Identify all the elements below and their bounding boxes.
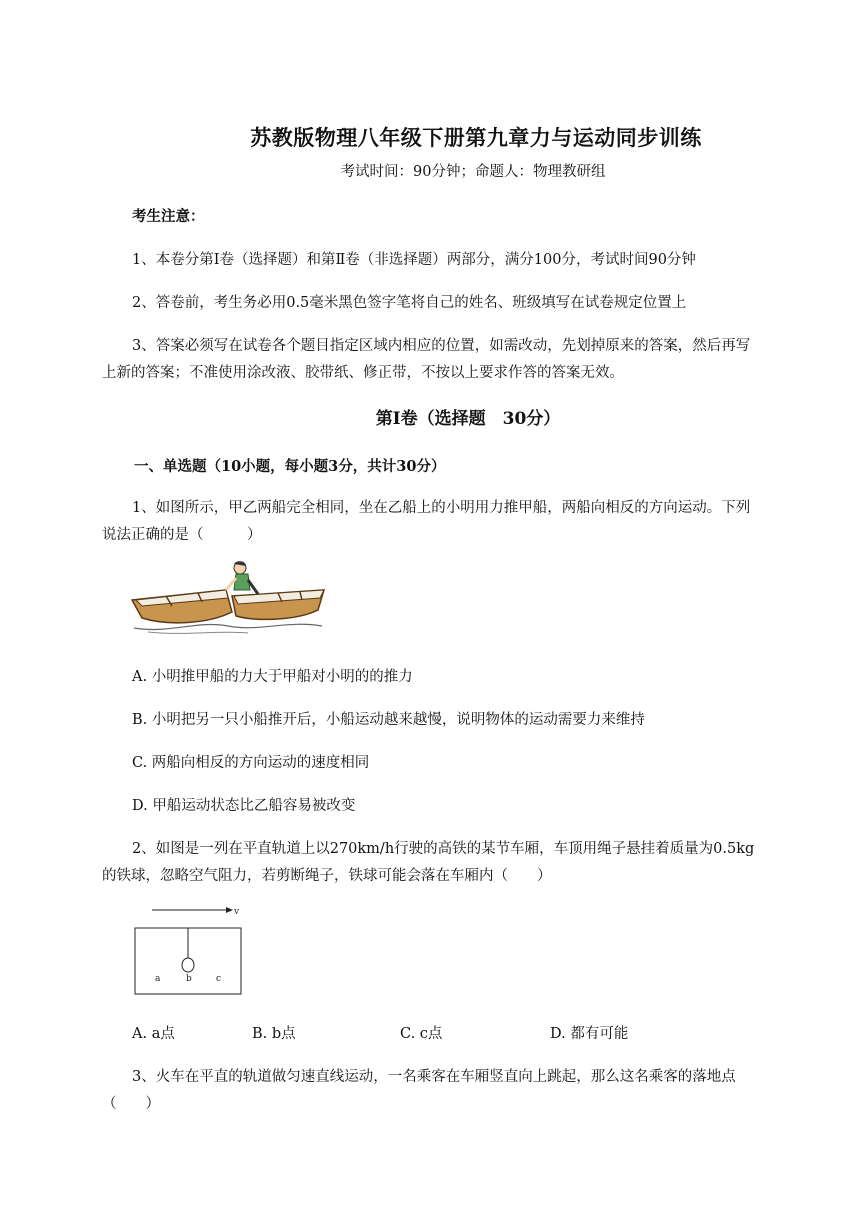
q2-option-b: B. b点: [252, 1026, 296, 1042]
notice-item-1: 1、本卷分第Ⅰ卷（选择题）和第Ⅱ卷（非选择题）两部分，满分100分，考试时间90分钟: [132, 252, 696, 268]
section-title: 第Ⅰ卷（选择题 30分）: [375, 409, 561, 429]
part-heading: 一、单选题（10小题，每小题3分，共计30分）: [134, 458, 446, 475]
q1-stem-line2: 说法正确的是（ ）: [102, 527, 262, 543]
q3-stem-line2: （ ）: [102, 1096, 160, 1112]
q2-stem-line2: 的铁球，忽略空气阻力，若剪断绳子，铁球可能会落在车厢内（ ）: [102, 868, 552, 884]
point-a-label: a: [155, 974, 161, 984]
train-carriage-diagram: [130, 900, 246, 1000]
q2-option-d: D. 都有可能: [550, 1026, 629, 1042]
boats-illustration: [128, 560, 328, 638]
q1-stem-line1: 1、如图所示，甲乙两船完全相同，坐在乙船上的小明用力推甲船，两船向相反的方向运动。下列: [132, 500, 751, 516]
exam-info: 考试时间：90分钟；命题人：物理教研组: [340, 164, 606, 180]
q2-stem-line1: 2、如图是一列在平直轨道上以270km/h行驶的高铁的某节车厢，车顶用绳子悬挂着质量为0.5kg: [132, 841, 755, 857]
iron-ball: [182, 958, 194, 972]
notice-item-3: 3、答案必须写在试卷各个题目指定区域内相应的位置，如需改动，先划掉原来的答案，然后再写: [132, 338, 751, 354]
q1-option-b: B. 小明把另一只小船推开后，小船运动越来越慢，说明物体的运动需要力来维持: [132, 712, 645, 728]
q2-option-c: C. c点: [400, 1026, 443, 1042]
notice-heading: 考生注意：: [132, 208, 205, 225]
notice-item-3-cont: 上新的答案；不准使用涂改液、胶带纸、修正带，不按以上要求作答的答案无效。: [102, 365, 624, 381]
q1-option-a: A. 小明推甲船的力大于甲船对小明的的推力: [132, 669, 413, 685]
q1-option-c: C. 两船向相反的方向运动的速度相同: [132, 755, 370, 771]
velocity-label: v: [234, 907, 240, 917]
notice-item-2: 2、答卷前，考生务必用0.5毫米黑色签字笔将自己的姓名、班级填写在试卷规定位置上: [132, 295, 687, 311]
page-title: 苏教版物理八年级下册第九章力与运动同步训练: [250, 125, 702, 150]
point-b-label: b: [186, 974, 192, 984]
q3-stem-line1: 3、火车在平直的轨道做匀速直线运动，一名乘客在车厢竖直向上跳起，那么这名乘客的落地点: [132, 1069, 736, 1085]
q1-option-d: D. 甲船运动状态比乙船容易被改变: [132, 798, 356, 814]
q2-option-a: A. a点: [132, 1026, 175, 1042]
point-c-label: c: [216, 974, 222, 984]
